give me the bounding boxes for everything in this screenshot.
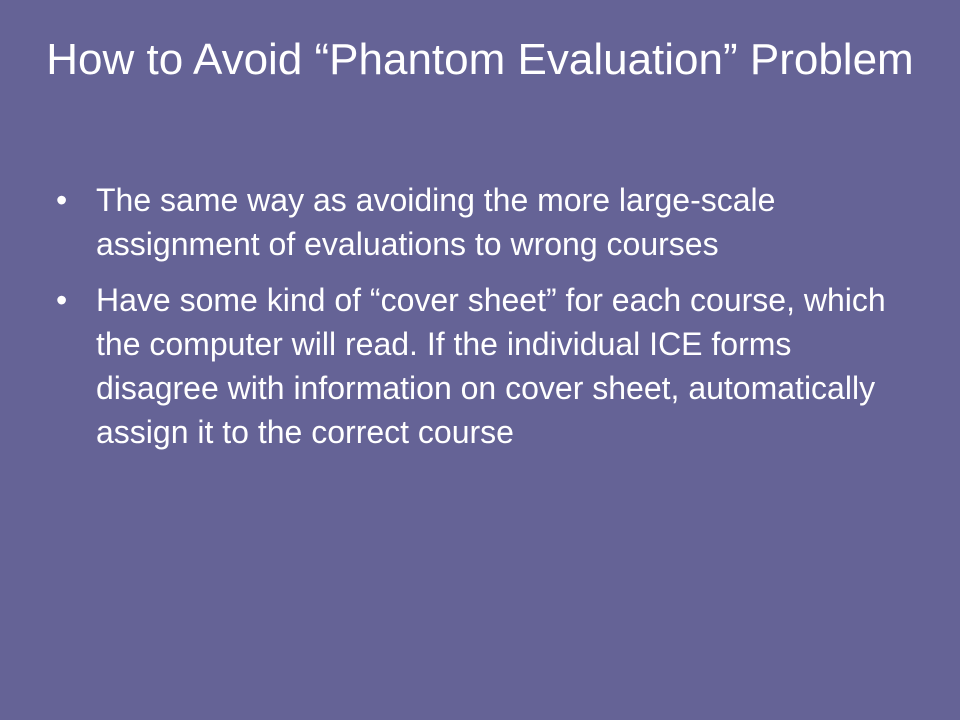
slide-title: How to Avoid “Phantom Evaluation” Problem	[46, 35, 914, 84]
bullet-text: Have some kind of “cover sheet” for each course, which the computer will read. If the individual ICE forms disagree with information on cover sheet, automatically assign it to the correct course	[96, 282, 886, 450]
bullet-text: The same way as avoiding the more large-scale assignment of evaluations to wrong courses	[96, 182, 776, 262]
bullet-list	[56, 178, 916, 466]
bullet-icon: •	[56, 282, 68, 318]
bullet-item	[56, 178, 916, 266]
bullet-icon: •	[56, 182, 68, 218]
bullet-item	[56, 278, 916, 454]
